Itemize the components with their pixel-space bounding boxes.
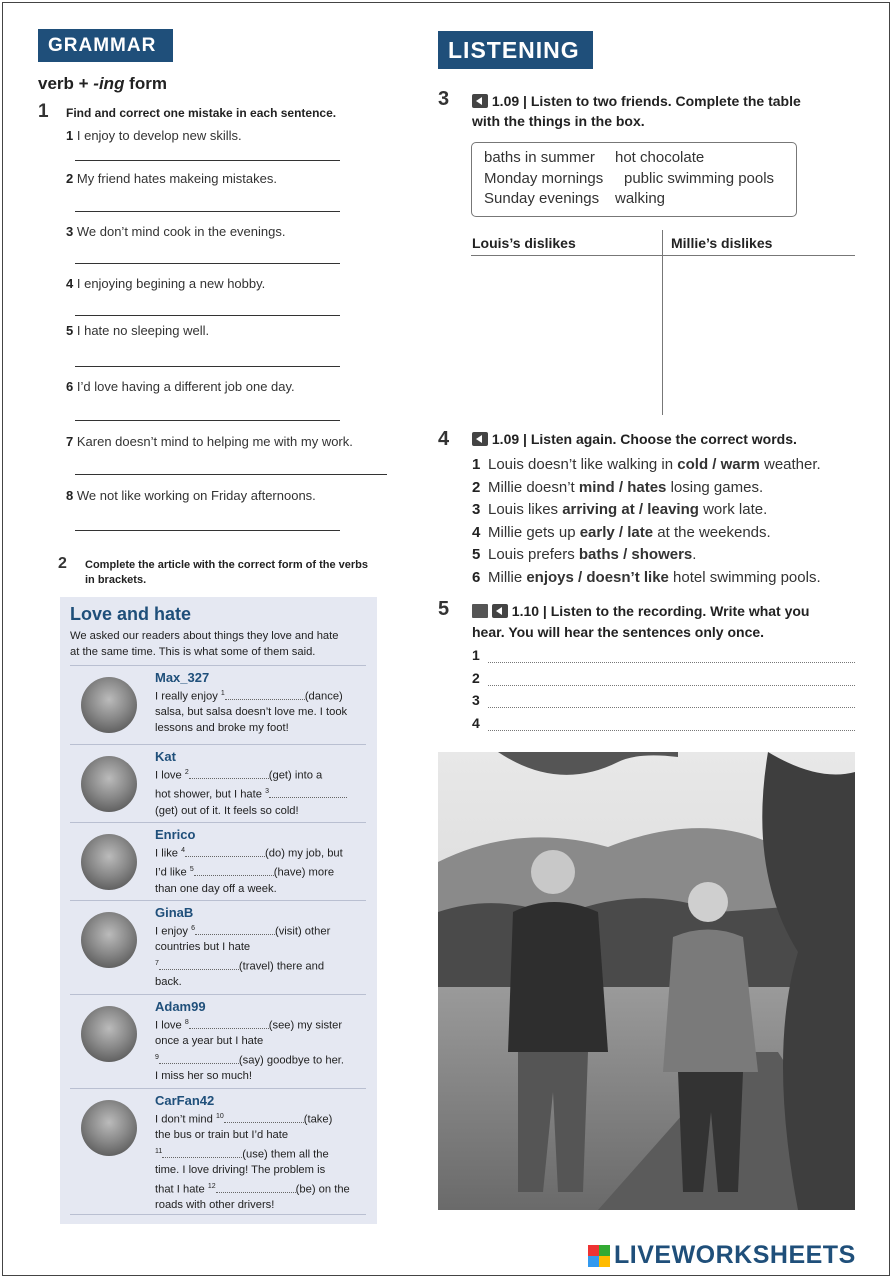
post-text-line <box>155 921 370 940</box>
post-separator <box>70 994 366 995</box>
post-text-line <box>155 1144 370 1163</box>
dislikes-table-col2-header: Millie’s dislikes <box>671 235 773 251</box>
item-text: Louis likes <box>488 501 563 519</box>
item-text: losing games. <box>666 478 764 496</box>
dislikes-table-header-line <box>471 255 855 256</box>
item-text: . <box>692 546 697 564</box>
answer-line-number: 2 <box>472 669 480 686</box>
post-username: CarFan42 <box>155 1093 215 1108</box>
subtitle-part-b: -ing <box>93 74 125 93</box>
exercise-4-instruction-text: | Listen again. Choose the correct words. <box>519 431 797 447</box>
post-text-segment: that I hate <box>155 1183 208 1196</box>
answer-line[interactable] <box>75 263 340 264</box>
exercise-4-item <box>472 456 821 473</box>
post-text-line <box>155 1015 370 1034</box>
post-text-segment: (visit) other <box>274 925 331 938</box>
logo-text: LIVEWORKSHEETS <box>614 1241 856 1269</box>
word-box-item: hot chocolate <box>615 149 705 166</box>
word-box <box>471 142 797 217</box>
exercise-2-instruction-line-2: in brackets. <box>85 574 147 586</box>
item-number: 2 <box>472 478 481 496</box>
post-text-segment: I don’t mind <box>155 1113 216 1126</box>
gap-input[interactable] <box>269 787 347 798</box>
gap-number: 10 <box>215 1113 224 1120</box>
post-text-segment: I’d like <box>155 867 190 880</box>
item-number: 4 <box>66 276 74 291</box>
item-text: I enjoy to develop new skills. <box>76 128 242 143</box>
answer-line-number: 3 <box>472 692 480 709</box>
exercise-3-track: 1.09 <box>491 93 520 109</box>
item-number: 1 <box>472 456 481 473</box>
exercise-2-instruction <box>85 558 368 588</box>
post-separator <box>70 1214 366 1215</box>
exercise-1-item <box>66 434 353 449</box>
item-text: Millie gets up <box>488 523 580 541</box>
speaker-icon[interactable] <box>472 94 488 108</box>
grammar-header <box>38 29 173 62</box>
exercise-1-item <box>66 488 316 503</box>
post-text-line <box>155 1163 370 1179</box>
word-box-item: public swimming pools <box>624 169 775 187</box>
exercise-1-item <box>66 171 277 186</box>
item-text: hotel swimming pools. <box>668 569 821 586</box>
grammar-header-text: GRAMMAR <box>48 34 157 56</box>
post-text-line <box>155 940 370 956</box>
post-text-segment: (see) my sister <box>268 1019 343 1032</box>
post-text-segment: countries but I hate <box>155 941 251 954</box>
post-text-line <box>155 721 370 737</box>
answer-line[interactable] <box>75 420 340 421</box>
item-text: Louis doesn’t like walking in <box>488 456 678 473</box>
post-text-segment: lessons and broke my foot! <box>155 721 289 734</box>
exercise-4-instruction <box>472 431 797 447</box>
gap-number: 3 <box>265 788 269 796</box>
post-text-line <box>155 956 370 975</box>
exercise-3-instruction <box>472 91 801 131</box>
gap-number: 4 <box>181 847 186 854</box>
louis-dislikes-cell[interactable] <box>472 258 660 413</box>
gap-input[interactable] <box>185 846 265 857</box>
item-number: 2 <box>66 171 74 186</box>
post-text <box>155 1015 370 1085</box>
post-text-segment: hot shower, but I hate <box>155 789 266 802</box>
exercise-1-instruction: Find and correct one mistake in each sentence. <box>66 106 337 120</box>
item-number: 4 <box>472 523 481 541</box>
gap-input[interactable] <box>225 689 305 700</box>
post-text-segment: once a year but I hate <box>155 1035 264 1048</box>
gap-number: 6 <box>191 925 195 932</box>
item-text: We not like working on Friday afternoons. <box>76 488 316 503</box>
logo-badge <box>588 1245 610 1267</box>
gap-number: 8 <box>184 1019 189 1026</box>
gap-input[interactable] <box>159 1053 239 1064</box>
post-separator <box>70 1088 366 1089</box>
gap-number: 11 <box>155 1147 163 1155</box>
post-text-line <box>155 1179 370 1198</box>
item-number: 7 <box>66 434 74 449</box>
item-text: work late. <box>698 501 768 519</box>
gap-number: 12 <box>207 1182 216 1190</box>
post-text-segment: back. <box>155 976 182 989</box>
gap-input[interactable] <box>216 1182 296 1193</box>
user-avatar <box>81 1006 137 1062</box>
speaker-icon[interactable] <box>492 604 508 618</box>
post-text-line <box>155 1034 370 1050</box>
gap-number: 5 <box>189 866 194 874</box>
post-text <box>155 686 370 737</box>
post-text-line <box>155 705 370 721</box>
post-separator <box>70 665 366 666</box>
post-text-line <box>155 882 370 898</box>
post-username: Enrico <box>155 827 196 842</box>
post-text-segment: (travel) there and <box>238 960 325 973</box>
user-avatar <box>81 912 137 968</box>
photo-couple-walking <box>438 752 855 1210</box>
post-text-line <box>155 843 370 862</box>
item-text: I’d love having a different job one day. <box>76 379 295 394</box>
answer-line-number: 4 <box>472 715 480 732</box>
article-intro <box>70 629 338 660</box>
gap-number: 9 <box>155 1053 159 1061</box>
word-choice[interactable]: baths / showers <box>578 546 693 564</box>
exercise-5-instruction-line-2: hear. You will hear the sentences only once. <box>472 624 765 640</box>
item-text: Millie doesn’t <box>488 478 579 496</box>
post-username: Max_327 <box>155 670 210 685</box>
millie-dislikes-cell[interactable] <box>665 258 853 413</box>
post-text-segment: I like <box>155 847 182 860</box>
post-text-segment: (use) them all the <box>242 1148 329 1161</box>
item-number: 6 <box>472 569 481 586</box>
article-title: Love and hate <box>70 604 192 624</box>
exercise-3-instruction-line-2: with the things in the box. <box>472 113 645 129</box>
exercise-5-instruction <box>472 601 810 643</box>
post-text <box>155 843 370 897</box>
item-number: 5 <box>66 323 74 338</box>
gap-input[interactable] <box>159 959 239 970</box>
photo-illustration <box>438 752 855 1210</box>
item-text: at the weekends. <box>653 523 771 541</box>
post-text-line <box>155 1198 370 1214</box>
article-intro-line-2: at the same time. This is what some of them said. <box>70 645 316 658</box>
exercise-4-item <box>472 501 767 518</box>
gap-number: 1 <box>220 690 225 697</box>
exercise-1-item <box>66 379 295 394</box>
exercise-4-item <box>472 479 763 496</box>
answer-line[interactable] <box>75 211 340 212</box>
exercise-1-item <box>66 128 242 143</box>
answer-line-number: 1 <box>472 647 480 663</box>
post-text <box>155 921 370 991</box>
post-text-segment: time. I love driving! The problem is <box>155 1164 326 1177</box>
exercise-4-item <box>472 524 771 541</box>
post-username: GinaB <box>155 905 194 920</box>
answer-line[interactable] <box>488 730 855 731</box>
transcript-icon <box>472 604 488 618</box>
item-text: My friend hates makeing mistakes. <box>76 171 277 186</box>
post-text-segment: (get) into a <box>268 769 323 782</box>
user-avatar <box>81 677 137 733</box>
exercise-1-item <box>66 323 209 338</box>
post-text-segment: (get) out of it. It feels so cold! <box>155 804 299 817</box>
post-username: Adam99 <box>155 999 206 1014</box>
gap-input[interactable] <box>195 924 275 935</box>
item-text: I enjoying begining a new hobby. <box>76 276 266 291</box>
gap-number: 2 <box>184 769 189 776</box>
word-choice[interactable]: early / late <box>579 523 654 541</box>
item-number: 1 <box>66 128 74 143</box>
post-text-segment: (say) goodbye to her. <box>238 1054 345 1067</box>
dislikes-table-col1-header: Louis’s dislikes <box>472 235 576 251</box>
item-number: 8 <box>66 488 74 503</box>
word-choice[interactable]: arriving at / leaving <box>562 501 699 519</box>
answer-line[interactable] <box>75 366 340 367</box>
post-text-segment: (take) <box>303 1113 333 1126</box>
exercise-3-instruction-line-1: | Listen to two friends. Complete the table <box>519 93 801 109</box>
exercise-5-track: 1.10 <box>511 603 540 619</box>
exercise-5-instruction-line-1: | Listen to the recording. Write what you <box>539 603 810 619</box>
item-number: 3 <box>66 224 74 239</box>
word-choice[interactable]: cold / warm <box>677 456 760 473</box>
exercise-2-instruction-line-1: Complete the article with the correct form of the verbs <box>85 559 369 571</box>
exercise-4-track: 1.09 <box>491 431 520 447</box>
exercise-1-item <box>66 276 265 291</box>
post-separator <box>70 822 366 823</box>
post-text-line <box>155 804 370 820</box>
post-text-segment: I love <box>155 769 185 782</box>
item-number: 3 <box>472 501 481 519</box>
subtitle-part-c: form <box>124 74 167 93</box>
post-text-segment: (have) more <box>273 867 335 880</box>
item-text: I hate no sleeping well. <box>76 323 210 338</box>
post-text-line <box>155 975 370 991</box>
word-box-item: baths in summer <box>484 149 595 166</box>
gap-input[interactable] <box>194 865 274 876</box>
post-username: Kat <box>155 749 176 764</box>
post-text-segment: (be) on the <box>295 1183 350 1196</box>
post-text-segment: salsa, but salsa doesn’t love me. I took <box>155 706 348 719</box>
exercise-3-number: 3 <box>438 88 450 110</box>
post-text-line <box>155 765 370 784</box>
item-text: weather. <box>759 456 821 473</box>
post-text-segment: than one day off a week. <box>155 882 277 895</box>
exercise-4-number: 4 <box>438 428 450 450</box>
post-text-segment: roads with other drivers! <box>155 1199 275 1212</box>
exercise-4-item <box>472 569 821 586</box>
post-text-segment: I miss her so much! <box>155 1070 252 1083</box>
user-avatar <box>81 756 137 812</box>
answer-line[interactable] <box>75 474 387 475</box>
exercise-5-number: 5 <box>438 598 450 620</box>
answer-line[interactable] <box>488 707 855 708</box>
answer-line[interactable] <box>488 662 855 663</box>
post-text-segment: (dance) <box>304 690 343 703</box>
answer-line[interactable] <box>75 160 340 161</box>
post-text-line <box>155 1109 370 1128</box>
gap-number: 7 <box>155 959 159 967</box>
word-box-item: Monday mornings <box>484 169 604 187</box>
item-number: 6 <box>66 379 74 394</box>
post-text-segment: I love <box>155 1019 185 1032</box>
dislikes-table-divider <box>662 230 663 415</box>
gap-input[interactable] <box>162 1147 242 1158</box>
post-text-line <box>155 1050 370 1069</box>
user-avatar <box>81 834 137 890</box>
answer-line[interactable] <box>488 685 855 686</box>
speaker-icon[interactable] <box>472 432 488 446</box>
item-text: Louis prefers <box>488 546 579 564</box>
exercise-2-number: 2 <box>58 555 67 572</box>
post-text-segment: (do) my job, but <box>265 847 343 860</box>
item-number: 5 <box>472 546 481 564</box>
gap-input[interactable] <box>189 1018 269 1029</box>
exercise-1-item <box>66 224 285 239</box>
answer-line[interactable] <box>75 315 340 316</box>
user-avatar <box>81 1100 137 1156</box>
subtitle-part-a: verb + <box>38 74 94 93</box>
post-text-line <box>155 1128 370 1144</box>
grammar-subtitle <box>38 74 167 94</box>
word-box-item: walking <box>615 190 666 207</box>
liveworksheets-logo <box>588 1241 856 1270</box>
post-text-line <box>155 784 370 803</box>
post-separator <box>70 900 366 901</box>
word-choice[interactable]: enjoys / doesn’t like <box>526 569 669 586</box>
word-choice[interactable]: mind / hates <box>578 478 667 496</box>
article-box <box>60 597 377 1224</box>
post-text-line <box>155 1069 370 1085</box>
post-text <box>155 1109 370 1214</box>
post-text-segment: I really enjoy <box>155 690 221 703</box>
gap-input[interactable] <box>224 1112 304 1123</box>
post-text <box>155 765 370 819</box>
post-text-segment: I enjoy <box>155 925 192 938</box>
listening-header-text: LISTENING <box>448 36 580 63</box>
word-box-item: Sunday evenings <box>484 190 600 207</box>
article-intro-line-1: We asked our readers about things they love and hate <box>70 630 339 642</box>
item-text: Millie <box>488 569 527 586</box>
gap-input[interactable] <box>189 768 269 779</box>
post-text-line <box>155 862 370 881</box>
post-separator <box>70 744 366 745</box>
post-text-segment: the bus or train but I’d hate <box>155 1129 289 1142</box>
post-text-line <box>155 686 370 705</box>
answer-line[interactable] <box>75 530 340 531</box>
exercise-1-number: 1 <box>38 101 49 122</box>
listening-header <box>438 31 593 69</box>
item-text: Karen doesn’t mind to helping me with my work. <box>76 434 353 449</box>
exercise-4-item <box>472 546 696 563</box>
item-text: We don’t mind cook in the evenings. <box>76 224 286 239</box>
